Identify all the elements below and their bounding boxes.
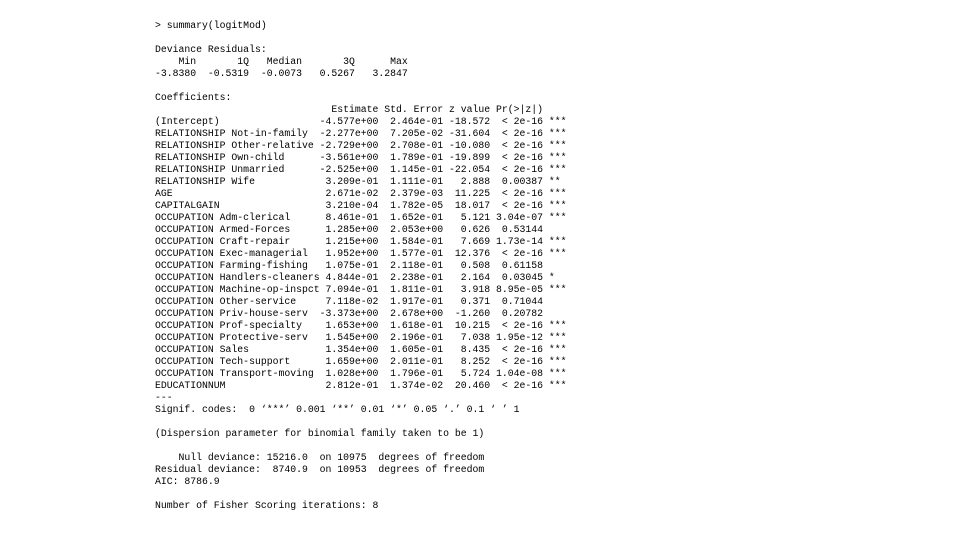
coefficient-row: OCCUPATION Protective-serv 1.545e+00 2.196e-01 7.038 1.95e-12 *** <box>155 332 567 343</box>
r-console-output <box>155 20 567 512</box>
coefficient-row: EDUCATIONNUM 2.812e-01 1.374e-02 20.460 < 2e-16 *** <box>155 380 567 391</box>
signif-codes-line: Signif. codes: 0 ‘***’ 0.001 ‘**’ 0.01 ‘*’ 0.05 ‘.’ 0.1 ‘ ’ 1 <box>155 404 520 415</box>
command-line: > summary(logitMod) <box>155 20 267 31</box>
coefficient-row: RELATIONSHIP Wife 3.209e-01 1.111e-01 2.888 0.00387 ** <box>155 176 561 187</box>
residuals-header-row: Min 1Q Median 3Q Max <box>155 56 408 67</box>
coefficient-row: (Intercept) -4.577e+00 2.464e-01 -18.572 < 2e-16 *** <box>155 116 567 127</box>
coefficient-row: RELATIONSHIP Unmarried -2.525e+00 1.145e-01 -22.054 < 2e-16 *** <box>155 164 567 175</box>
coefficient-row: OCCUPATION Armed-Forces 1.285e+00 2.053e+00 0.626 0.53144 <box>155 224 544 235</box>
coefficient-row: AGE 2.671e-02 2.379e-03 11.225 < 2e-16 *** <box>155 188 567 199</box>
coefficient-row: OCCUPATION Handlers-cleaners 4.844e-01 2.238e-01 2.164 0.03045 * <box>155 272 555 283</box>
coefficient-row: OCCUPATION Farming-fishing 1.075e-01 2.118e-01 0.508 0.61158 <box>155 260 544 271</box>
coefficient-row: OCCUPATION Exec-managerial 1.952e+00 1.577e-01 12.376 < 2e-16 *** <box>155 248 567 259</box>
aic-line: AIC: 8786.9 <box>155 476 220 487</box>
deviance-residuals-heading: Deviance Residuals: <box>155 44 267 55</box>
blank-line <box>155 32 567 44</box>
coefficient-row: OCCUPATION Adm-clerical 8.461e-01 1.652e-01 5.121 3.04e-07 *** <box>155 212 567 223</box>
blank-line <box>155 488 567 500</box>
coefficient-row: OCCUPATION Sales 1.354e+00 1.605e-01 8.435 < 2e-16 *** <box>155 344 567 355</box>
coefficient-row: RELATIONSHIP Not-in-family -2.277e+00 7.205e-02 -31.604 < 2e-16 *** <box>155 128 567 139</box>
dispersion-note: (Dispersion parameter for binomial family taken to be 1) <box>155 428 485 439</box>
coefficient-row: OCCUPATION Other-service 7.118e-02 1.917e-01 0.371 0.71044 <box>155 296 544 307</box>
null-deviance-line: Null deviance: 15216.0 on 10975 degrees of freedom <box>155 452 485 463</box>
residuals-values-row: -3.8380 -0.5319 -0.0073 0.5267 3.2847 <box>155 68 408 79</box>
separator-line: --- <box>155 392 173 403</box>
coefficient-row: OCCUPATION Prof-specialty 1.653e+00 1.618e-01 10.215 < 2e-16 *** <box>155 320 567 331</box>
blank-line <box>155 80 567 92</box>
blank-line <box>155 440 567 452</box>
coefficient-row: OCCUPATION Craft-repair 1.215e+00 1.584e-01 7.669 1.73e-14 *** <box>155 236 567 247</box>
coefficient-row: OCCUPATION Transport-moving 1.028e+00 1.796e-01 5.724 1.04e-08 *** <box>155 368 567 379</box>
coefficient-row: OCCUPATION Tech-support 1.659e+00 2.011e-01 8.252 < 2e-16 *** <box>155 356 567 367</box>
coefficient-row: OCCUPATION Machine-op-inspct 7.094e-01 1.811e-01 3.918 8.95e-05 *** <box>155 284 567 295</box>
coefficients-heading: Coefficients: <box>155 92 232 103</box>
residual-deviance-line: Residual deviance: 8740.9 on 10953 degrees of freedom <box>155 464 485 475</box>
fisher-iterations-line: Number of Fisher Scoring iterations: 8 <box>155 500 379 511</box>
coefficients-header-row: Estimate Std. Error z value Pr(>|z|) <box>155 104 544 115</box>
blank-line <box>155 416 567 428</box>
coefficient-row: RELATIONSHIP Other-relative -2.729e+00 2.708e-01 -10.080 < 2e-16 *** <box>155 140 567 151</box>
coefficient-row: CAPITALGAIN 3.210e-04 1.782e-05 18.017 < 2e-16 *** <box>155 200 567 211</box>
coefficient-row: RELATIONSHIP Own-child -3.561e+00 1.789e-01 -19.899 < 2e-16 *** <box>155 152 567 163</box>
coefficient-row: OCCUPATION Priv-house-serv -3.373e+00 2.678e+00 -1.260 0.20782 <box>155 308 544 319</box>
